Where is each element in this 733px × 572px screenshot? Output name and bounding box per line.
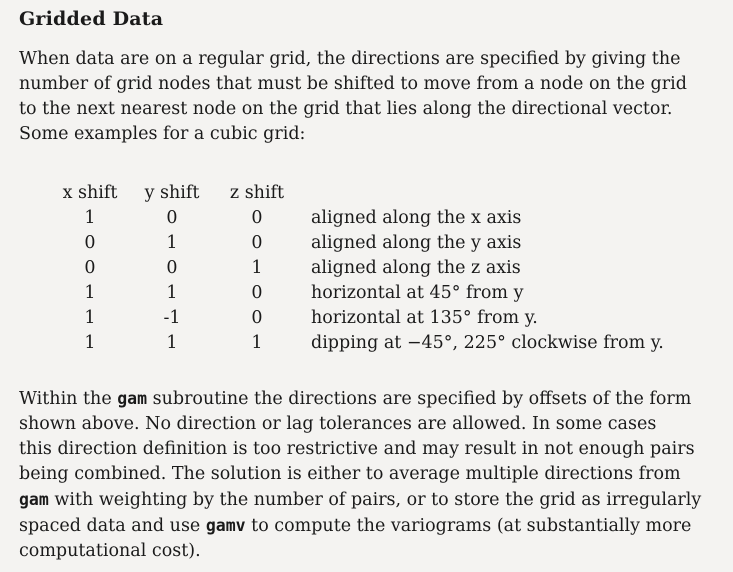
x-shift-value: 1 xyxy=(84,208,96,228)
text-run: subroutine the directions are specified by offsets of the form xyxy=(147,389,692,409)
code-gamv: gamv xyxy=(205,516,246,535)
outro-line xyxy=(19,513,719,539)
outro-paragraph xyxy=(19,386,719,564)
code-gam: gam xyxy=(19,490,49,509)
x-shift-value: 0 xyxy=(84,233,96,253)
y-shift-value: 1 xyxy=(166,333,178,353)
text-run: with weighting by the number of pairs, or to store the grid as irregularly xyxy=(48,490,702,510)
outro-line: computational cost). xyxy=(19,541,201,561)
text-run: spaced data and use xyxy=(19,516,206,536)
x-shift-value: 0 xyxy=(84,258,96,278)
intro-line: Some examples for a cubic grid: xyxy=(19,124,306,144)
y-shift-value: 1 xyxy=(166,283,178,303)
direction-description: horizontal at 135° from y. xyxy=(311,308,538,328)
outro-line: this direction definition is too restrictive and may result in not enough pairs xyxy=(19,439,695,459)
intro-line: number of grid nodes that must be shifted to move from a node on the grid xyxy=(19,74,687,94)
outro-line xyxy=(19,487,719,513)
y-shift-value: 0 xyxy=(166,208,178,228)
section-heading: Gridded Data xyxy=(19,8,164,30)
intro-line: to the next nearest node on the grid that lies along the directional vector. xyxy=(19,99,673,119)
header-z-shift: z shift xyxy=(229,183,285,203)
outro-line xyxy=(19,386,719,412)
outro-line: shown above. No direction or lag tolerances are allowed. In some cases xyxy=(19,414,657,434)
direction-description: aligned along the z axis xyxy=(311,258,521,278)
outro-line: being combined. The solution is either to average multiple directions from xyxy=(19,464,681,484)
code-gam: gam xyxy=(117,389,148,408)
intro-paragraph xyxy=(19,47,719,147)
z-shift-value: 0 xyxy=(251,208,263,228)
z-shift-value: 1 xyxy=(251,258,263,278)
x-shift-value: 1 xyxy=(84,308,96,328)
z-shift-value: 1 xyxy=(251,333,263,353)
direction-description: horizontal at 45° from y xyxy=(311,283,524,303)
text-run: to compute the variograms (at substantially more xyxy=(245,516,692,536)
y-shift-value: 1 xyxy=(166,233,178,253)
header-y-shift: y shift xyxy=(144,183,200,203)
direction-description: aligned along the x axis xyxy=(311,208,522,228)
text-run: Within the xyxy=(19,389,118,409)
y-shift-value: 0 xyxy=(166,258,178,278)
direction-description: dipping at −45°, 225° clockwise from y. xyxy=(311,333,664,353)
z-shift-value: 0 xyxy=(251,283,263,303)
intro-line: When data are on a regular grid, the directions are specified by giving the xyxy=(19,49,681,69)
direction-description: aligned along the y axis xyxy=(311,233,522,253)
y-shift-value: -1 xyxy=(163,308,181,328)
z-shift-value: 0 xyxy=(251,233,263,253)
x-shift-value: 1 xyxy=(84,283,96,303)
header-x-shift: x shift xyxy=(62,183,118,203)
x-shift-value: 1 xyxy=(84,333,96,353)
z-shift-value: 0 xyxy=(251,308,263,328)
